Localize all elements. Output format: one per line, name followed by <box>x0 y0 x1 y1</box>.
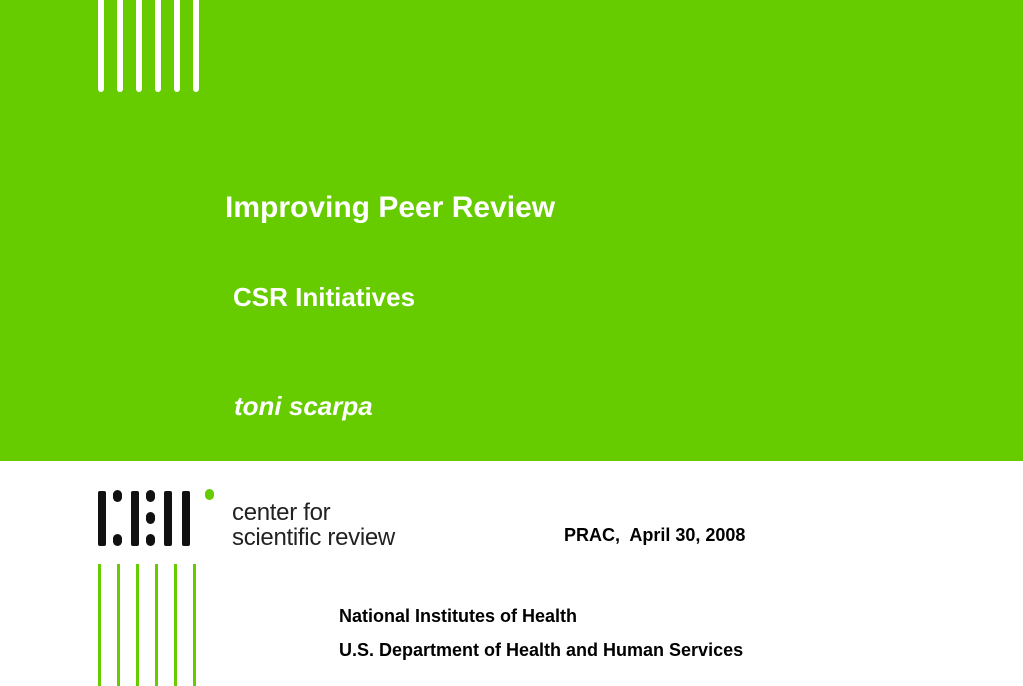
slide-author: toni scarpa <box>234 391 373 421</box>
org-line-1: National Institutes of Health <box>339 606 578 626</box>
logo-wordmark <box>232 500 395 550</box>
slide-subtitle: CSR Initiatives <box>233 282 416 312</box>
org-line-2: U.S. Department of Health and Human Services <box>339 640 744 660</box>
slide-title: Improving Peer Review <box>225 191 556 224</box>
logo-line-2: scientific review <box>232 524 395 551</box>
logo-line-1: center for <box>232 499 331 526</box>
csr-logo-icon <box>98 488 218 548</box>
event-date: PRAC, April 30, 2008 <box>564 525 746 545</box>
